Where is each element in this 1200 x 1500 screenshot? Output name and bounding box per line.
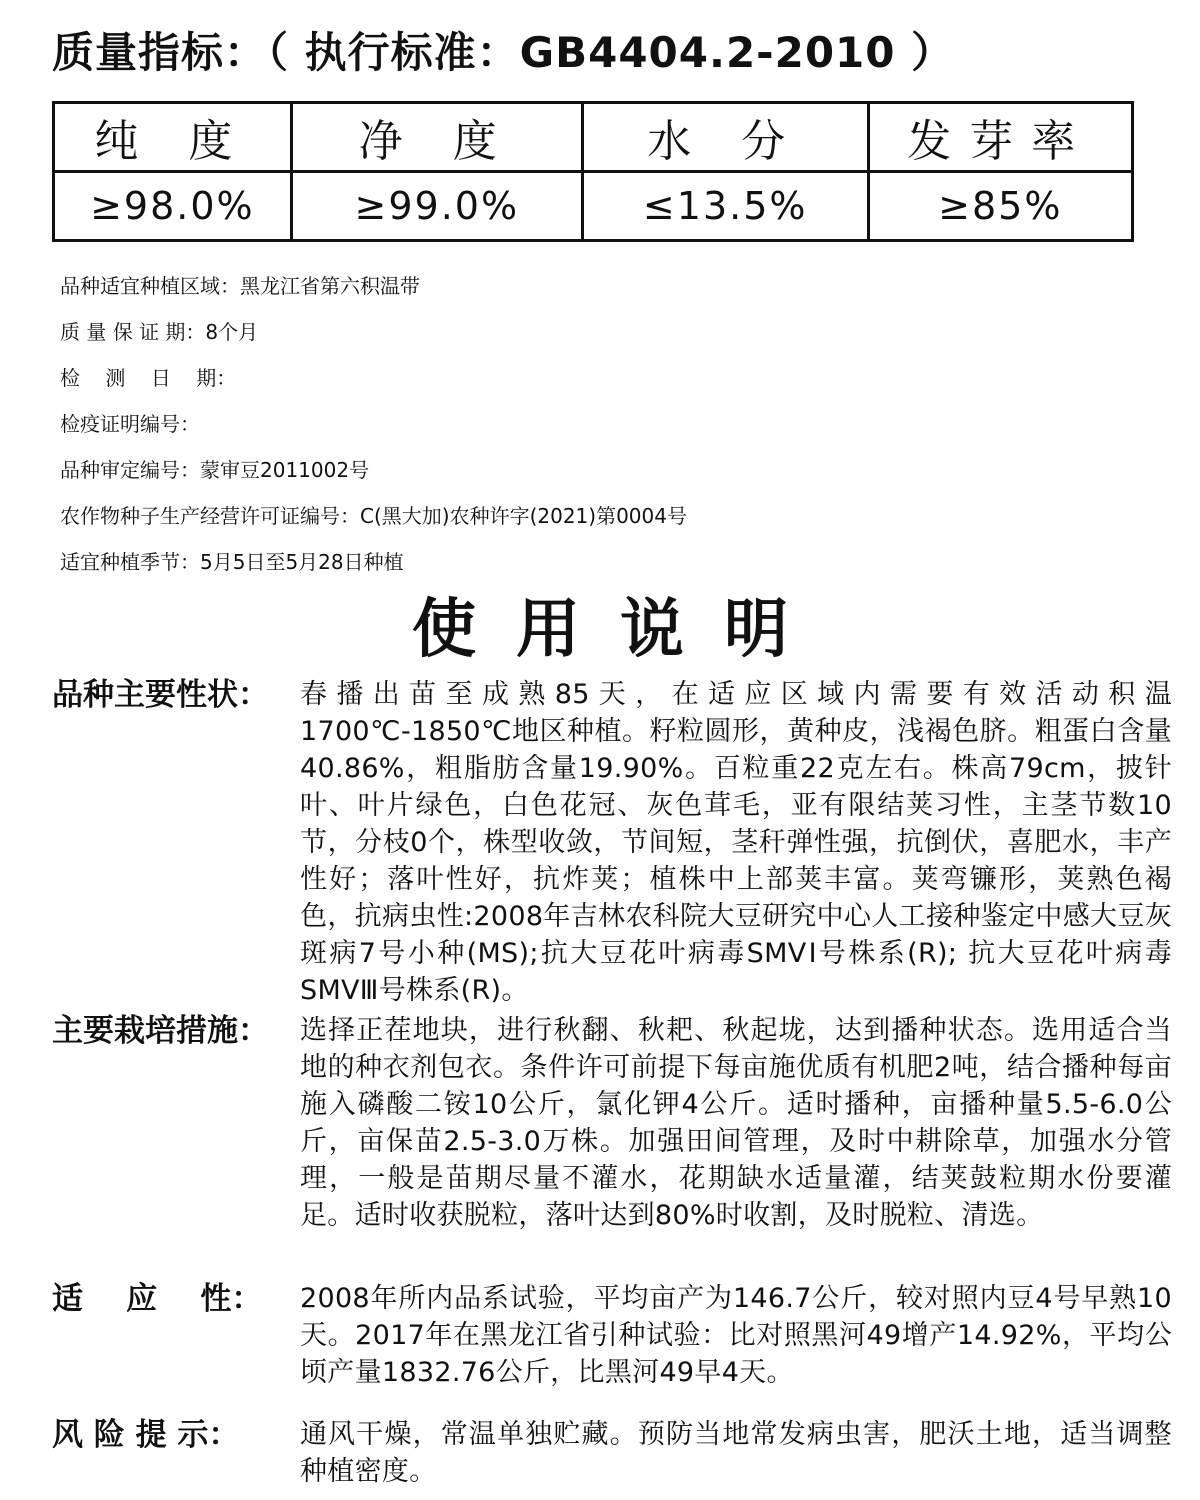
header-cleanliness: 净 度 (291, 103, 582, 172)
section-label: 风 险 提 示： (52, 1417, 240, 1453)
section-text: 2008年所内品系试验，平均亩产为146.7公斤，较对照内豆4号早熟10天。2017年在黑龙江省引种试验：比对照黑河49增产14.92%，平均公顷产量1832.76公斤，比黑河49早4天。 (300, 1283, 1172, 1388)
info-list (60, 270, 1160, 592)
info-test-date: 检 测 日 期： (60, 366, 237, 390)
header-moisture: 水 分 (582, 103, 868, 172)
value-germination: ≥85% (868, 172, 1132, 241)
info-quarantine-number: 检疫证明编号： (60, 412, 200, 436)
value-moisture: ≤13.5% (582, 172, 868, 241)
info-variety-approval-number: 品种审定编号：蒙审豆2011002号 (60, 458, 370, 482)
info-planting-season: 适宜种植季节：5月5日至5月28日种植 (60, 550, 404, 574)
quality-table-value-row (54, 172, 1133, 241)
section-adaptability (52, 1280, 1172, 1391)
info-license-number: 农作物种子生产经营许可证编号：C(黑大加)农种许字(2021)第0004号 (60, 504, 687, 528)
section-label: 适 应 性： (52, 1281, 263, 1317)
usage-instructions-title: 使用说明 (412, 593, 828, 667)
header-germination: 发芽率 (868, 103, 1132, 172)
section-text: 选择正茬地块，进行秋翻、秋耙、秋起垅，达到播种状态。选用适合当地的种衣剂包衣。条件许可前提下每亩施优质有机肥2吨，结合播种每亩施入磷酸二铵10公斤，氯化钾4公斤。适时播种，亩播种量5.5-6.0公斤，亩保苗2.5-3.0万株。加强田间管理，及时中耕除草，加强水分管理，一般是苗期尽量不灌水，花期缺水适量灌，结荚鼓粒期水份要灌足。适时收获脱粒，落叶达到80%时收割，及时脱粒、清选。 (300, 1015, 1172, 1231)
value-purity: ≥98.0% (54, 172, 292, 241)
section-risk-notice (52, 1416, 1172, 1490)
value-cleanliness: ≥99.0% (291, 172, 582, 241)
quality-table-header-row (54, 103, 1133, 172)
info-planting-region: 品种适宜种植区域：黑龙江省第六积温带 (60, 274, 420, 298)
header-purity: 纯 度 (54, 103, 292, 172)
section-label: 品种主要性状： (52, 677, 269, 713)
section-text: 通风干燥，常温单独贮藏。预防当地常发病虫害，肥沃土地，适当调整种植密度。 (300, 1419, 1172, 1487)
info-warranty-period: 质 量 保 证 期：8个月 (60, 320, 259, 344)
section-cultivation (52, 1012, 1172, 1234)
quality-standard-title: 质量指标：（ 执行标准：GB4404.2-2010 ） (52, 28, 955, 77)
section-main-traits (52, 676, 1172, 1009)
section-label: 主要栽培措施： (52, 1013, 269, 1049)
quality-indicator-table (52, 101, 1134, 242)
section-text: 春播出苗至成熟85天，在适应区域内需要有效活动积温1700℃-1850℃地区种植。籽粒圆形，黄种皮，浅褐色脐。粗蛋白含量40.86%，粗脂肪含量19.90%。百粒重22克左右。株高79cm，披针叶、叶片绿色，白色花冠、灰色茸毛，亚有限结荚习性，主茎节数10节，分枝0个，株型收敛，节间短，茎秆弹性强，抗倒伏，喜肥水，丰产性好；落叶性好，抗炸荚；植株中上部荚丰富。荚弯镰形，荚熟色褐色，抗病虫性:2008年吉林农科院大豆研究中心人工接种鉴定中感大豆灰斑病7号小种(MS);抗大豆花叶病毒SMVⅠ号株系(R); 抗大豆花叶病毒SMVⅢ号株系(R)。 (300, 679, 1172, 1006)
